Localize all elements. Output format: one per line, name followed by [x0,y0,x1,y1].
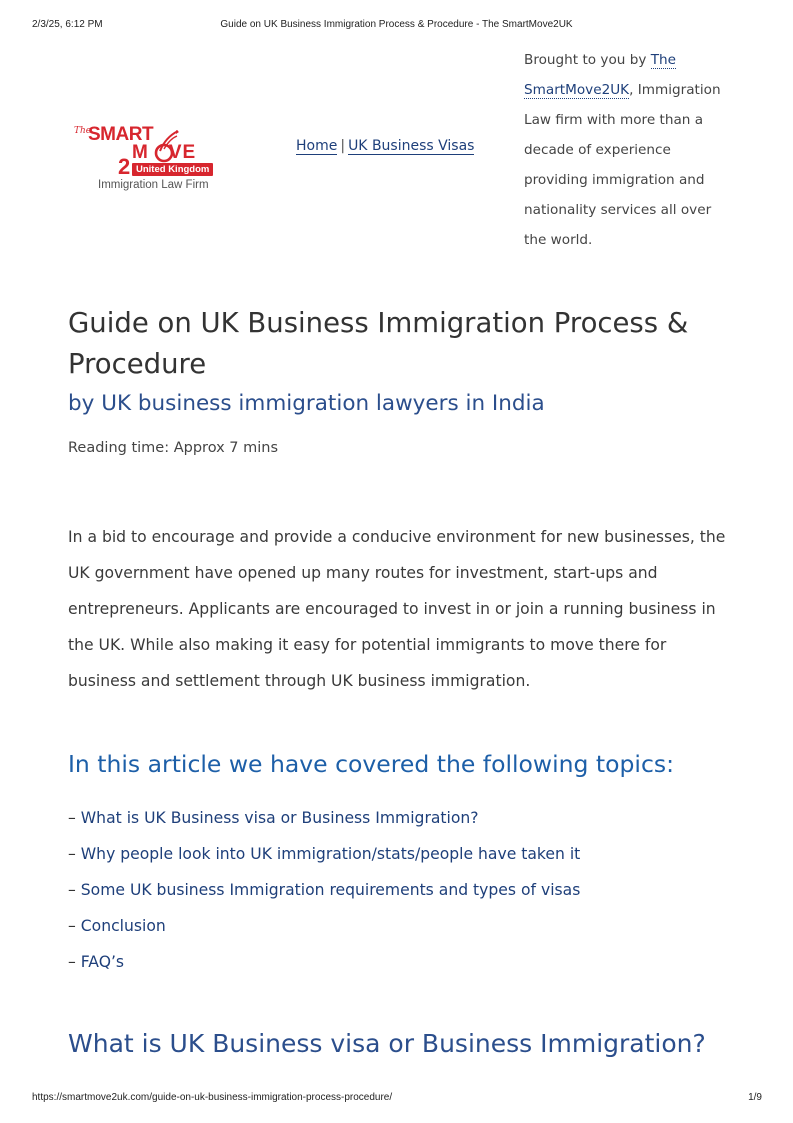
page-title: Guide on UK Business Immigration Process & Procedure [68,307,689,380]
page-subtitle: by UK business immigration lawyers in India [68,391,545,416]
toc-dash: – [68,917,81,935]
toc-dash: – [68,845,81,863]
print-datetime: 2/3/25, 6:12 PM [32,19,103,30]
nav-separator: | [340,138,346,154]
toc-item [68,944,580,980]
toc-link-conclusion[interactable]: Conclusion [80,917,166,935]
logo-the: The [74,126,92,136]
brought-by-text [524,45,729,255]
toc-item [68,800,580,836]
toc-link-requirements[interactable]: Some UK business Immigration requirements and types of visas [80,881,581,899]
print-page-number: 1/9 [748,1092,762,1103]
toc-item [68,872,580,908]
brought-prefix: Brought to you by [524,52,651,68]
logo-swirl-icon [154,129,180,165]
logo-m: M [132,142,149,163]
toc-link-faqs[interactable]: FAQ’s [80,953,125,971]
brought-suffix: , Immigration Law firm with more than a decade of experience providing immigration and nationality services all over the world. [524,82,721,248]
nav-business-visas-link[interactable]: UK Business Visas [348,138,475,154]
toc-dash: – [68,881,81,899]
toc-link-what-is[interactable]: What is UK Business visa or Business Immigration? [80,809,479,827]
reading-time: Reading time: Approx 7 mins [68,440,279,456]
section-heading-what-is: What is UK Business visa or Business Immigration? [68,1029,706,1058]
toc-item [68,908,580,944]
logo-smart: SMART [88,124,154,145]
logo-ve: VE [168,142,197,163]
site-logo[interactable] [72,124,222,196]
print-page-title: Guide on UK Business Immigration Process & Procedure - The SmartMove2UK [220,19,573,30]
toc-dash: – [68,809,81,827]
intro-paragraph: In a bid to encourage and provide a conducive environment for new businesses, the UK government have opened up many routes for investment, start-ups and entrepreneurs. Applicants are encouraged to invest in or join a running business in the UK. While also making it easy for potential immigrants to move there for business and settlement through UK business immigration. [68,528,726,690]
toc-link-why-people[interactable]: Why people look into UK immigration/stats/people have taken it [80,845,581,863]
toc-item [68,836,580,872]
breadcrumb [296,138,474,154]
logo-two: 2 [118,154,131,179]
firm-link[interactable]: The SmartMove2UK [524,52,677,98]
logo-country-badge: United Kingdom [132,163,213,176]
topics-heading: In this article we have covered the following topics: [68,750,675,778]
print-url: https://smartmove2uk.com/guide-on-uk-business-immigration-process-procedure/ [32,1092,393,1103]
table-of-contents [68,800,580,980]
logo-tagline: Immigration Law Firm [98,179,209,191]
toc-dash: – [68,953,81,971]
nav-home-link[interactable]: Home [296,138,338,154]
